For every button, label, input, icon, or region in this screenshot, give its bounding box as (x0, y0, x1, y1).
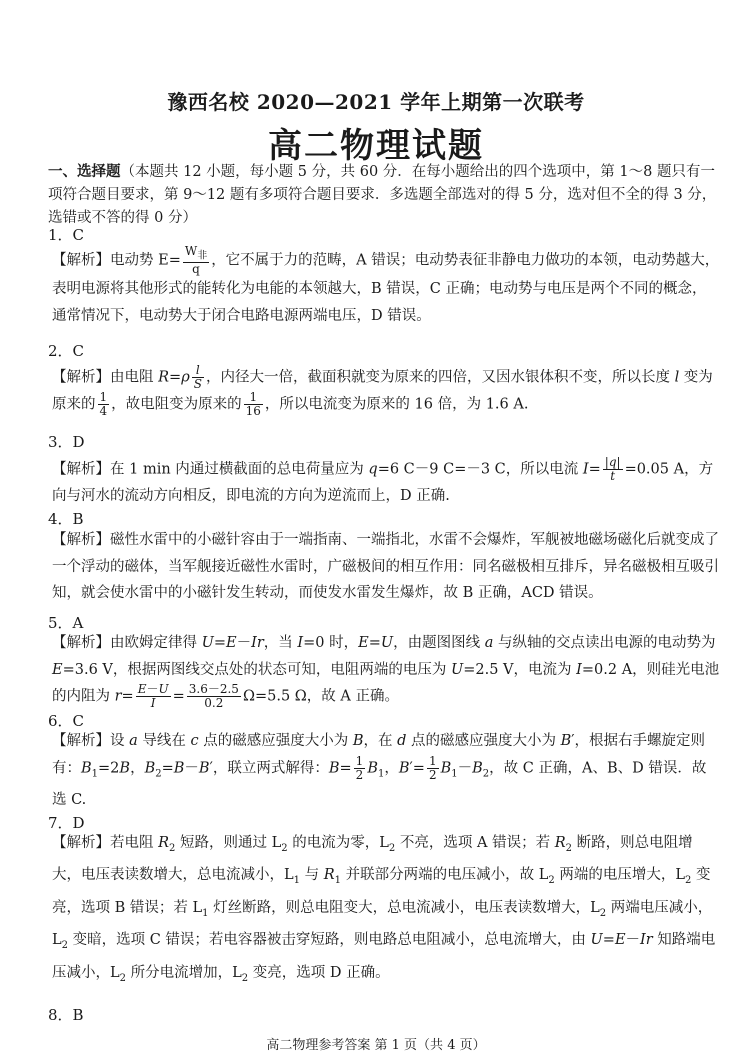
question-analysis: 【解析】设 a 导线在 c 点的磁感应强度大小为 B，在 d 点的磁感应强度大小为 B′，根据右手螺旋定则有：$B_1=2B$，$B_2=B-B'$，联立两式解得：B= $\frac{1}{2}$ $B_1$，B′= $\frac{1}{2}$ $B_1-B_2$，故 C 正确，A、B、D 错误．故选 C. (52, 733, 707, 809)
analysis-tag: 【解析】 (52, 733, 110, 749)
fraction: $\frac{W_非}{q}$ (184, 244, 208, 277)
section-instructions (48, 160, 720, 230)
question-number: 6．C (48, 712, 85, 730)
question-number: 3．D (48, 433, 85, 451)
fraction: $\frac{E-U}{I}$ (137, 682, 169, 710)
question-number: 5．A (48, 614, 84, 632)
fraction: $\frac{1}{2}$ (428, 753, 437, 782)
page-title: 高二物理试题 (268, 126, 484, 166)
section-instructions-text: （本题共 12 小题，每小题 5 分，共 60 分．在每小题给出的四个选项中，第 1～8 题只有一项符合题目要求，第 9～12 题有多项符合题目要求．多选题全部选对的得 5 分，选对但不全的得 3 分，选错或不答的得 0 分） (48, 164, 717, 226)
fraction: $\frac{3.6-2.5}{0.2}$ (188, 682, 239, 710)
question-analysis: 【解析】磁性水雷中的小磁针容由于一端指南、一端指北，水雷不会爆炸，军舰被地磁场磁化后就变成了一个浮动的磁体，当军舰接近磁性水雷时，广磁极间的相互作用：同名磁极相互排斥，异名磁极相互吸引知，就会使水雷中的小磁针发生转动，而使发水雷发生爆炸，故 B 正确，ACD 错误。 (52, 532, 719, 601)
section-lead: 一、选择题 (48, 163, 121, 180)
question-analysis: 【解析】在 1 min 内通过横截面的总电荷量应为 q=6 C－9 C=－3 C，所以电流 I= $\frac{|q|}{t}$ =0.05 A，方向与河水的流动方向相反，即电流的方向为逆流而上，D 正确. (52, 455, 714, 504)
question-analysis: 【解析】由电阻 R=ρ $\frac{l}{S}$ ，内径大一倍，截面积就变为原来的四倍，又因水银体积不变，所以长度 l 变为原来的 $\frac{1}{4}$ ，故电阻变为原来的 $\frac{1}{16}$ ，所以电流变为原来的 16 倍，为 1.6 A. (52, 363, 713, 418)
question-number: 1．C (48, 226, 85, 244)
page-footer: 高二物理参考答案 第 1 页（共 4 页） (266, 1038, 486, 1053)
fraction: $\frac{1}{2}$ (355, 753, 364, 782)
fraction: $\frac{l}{S}$ (193, 363, 202, 391)
question-number: 2．C (48, 342, 85, 360)
question-number: 4．B (48, 510, 84, 528)
fraction: $\frac{1}{4}$ (99, 390, 108, 418)
question-number: 8．B (48, 1006, 84, 1024)
question-analysis: 【解析】由欧姆定律得 U=E－Ir，当 I=0 时，E=U，由题图图线 a 与纵轴的交点读出电源的电动势为 E=3.6 V，根据两图线交点处的状态可知，电阻两端的电压为 U=2.5 V，电流为 I=0.2 A，则硅光电池的内阻为 r= $\frac{E-U}{I}$ = $\frac{3.6-2.5}{0.2}$ Ω=5.5 Ω，故 A 正确。 (52, 635, 720, 710)
question-analysis: 【解析】若电阻 $R_2$ 短路，则通过 $L_2$ 的电流为零，$L_2$ 不亮，选项 A 错误；若 $R_2$ 断路，则总电阻增大，电压表读数增大，总电流减小，$L_1$ 与 $R_1$ 并联部分两端的电压减小，故 $L_2$ 两端的电压增大，$L_2$ 变亮，选项 B 错误；若 $L_1$ 灯丝断路，则总电阻变大，总电流减小，电压表读数增大，$L_2$ 两端电压减小，$L_2$ 变暗，选项 C 错误；若电容器被击穿短路，则电路总电阻减小，总电流增大，由 U=E－Ir 知路端电压减小，$L_2$ 所分电流增加，$L_2$ 变亮，选项 D 正确。 (52, 835, 716, 984)
fraction: $\frac{1}{16}$ (245, 390, 261, 418)
analysis-tag: 【解析】 (52, 835, 110, 851)
question-number: 7．D (48, 814, 85, 832)
analysis-tag: 【解析】 (52, 532, 110, 548)
analysis-tag: 【解析】 (52, 252, 110, 269)
question-analysis: 【解析】电动势 E= $\frac{W_非}{q}$ ，它不属于力的范畴，A 错误；电动势表征非静电力做功的本领，电动势越大，表明电源将其他形式的能转化为电能的本领越大，B 错误，C 正确；电动势与电压是两个不同的概念，通常情况下，电动势大于闭合电路电源两端电压，D 错误。 (52, 244, 720, 324)
fraction: $\frac{|q|}{t}$ (604, 455, 621, 483)
analysis-tag: 【解析】 (52, 461, 110, 478)
exam-series-title: 豫西名校 2020—2021 学年上期第一次联考 (167, 90, 585, 114)
analysis-tag: 【解析】 (52, 369, 110, 386)
analysis-tag: 【解析】 (52, 635, 110, 651)
